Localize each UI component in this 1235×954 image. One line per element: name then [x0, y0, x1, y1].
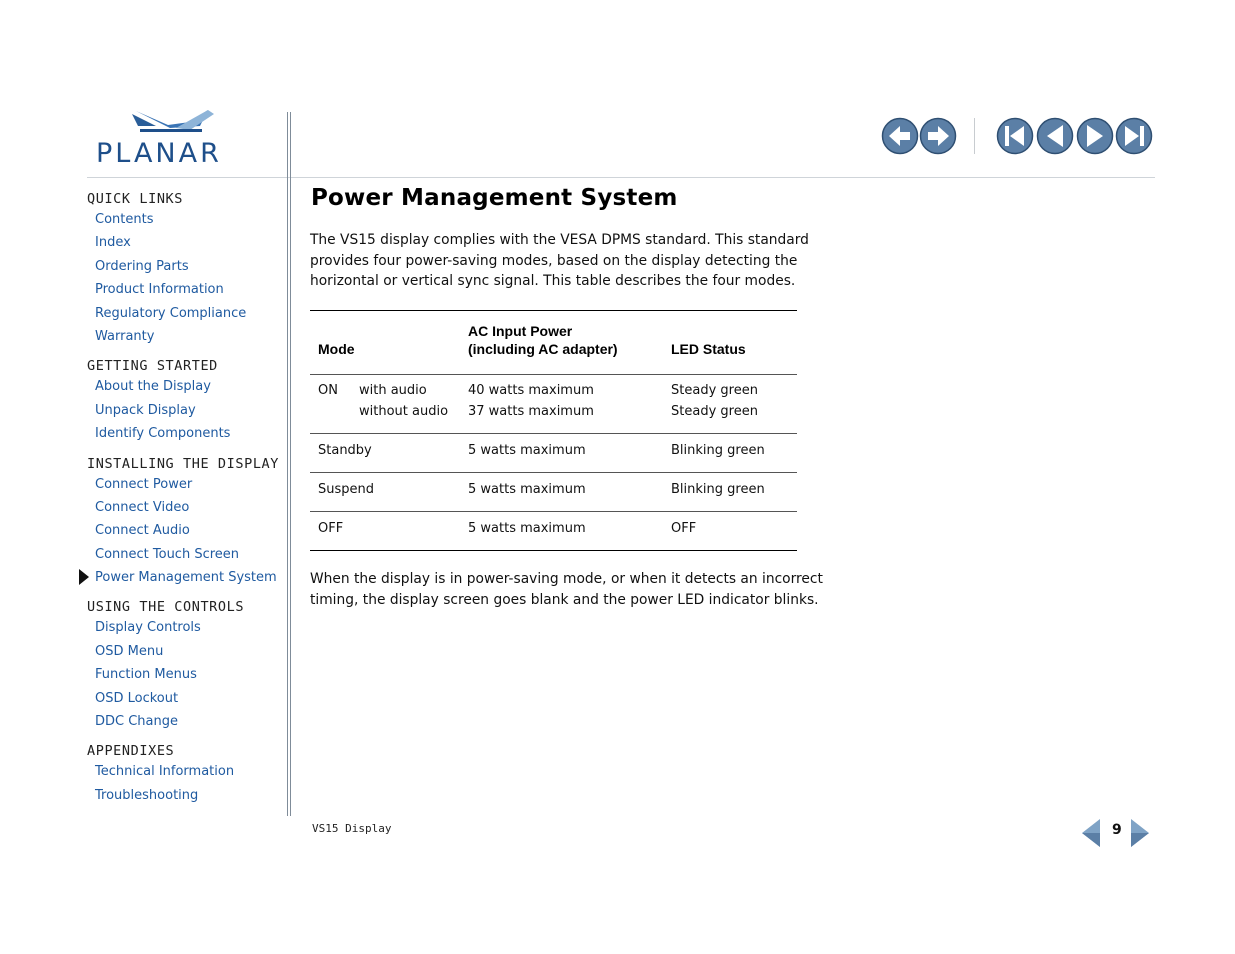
cell-led: Steady green: [671, 404, 758, 419]
section-title: USING THE CONTROLS: [87, 599, 245, 616]
cell-mode: Standby: [318, 443, 372, 458]
closing-paragraph: When the display is in power-saving mode, or when it detects an incorrect timing, the display screen goes blank and the power LED indicator blinks.: [310, 571, 823, 608]
link-contents[interactable]: Contents: [95, 212, 154, 227]
header-power-line1: AC Input Power: [468, 323, 573, 339]
link-power-management-system[interactable]: Power Management System: [87, 566, 287, 589]
previous-page-icon[interactable]: [1036, 117, 1074, 155]
link-index[interactable]: Index: [95, 235, 131, 251]
planar-logo: [96, 108, 248, 169]
header-power-line2: (including AC adapter): [468, 341, 618, 357]
cell-sub-label: without audio: [359, 404, 449, 419]
table-row: [310, 473, 797, 511]
first-page-icon[interactable]: [996, 117, 1034, 155]
header-led: LED Status: [671, 341, 746, 357]
logo-wordmark: PLANAR: [96, 138, 222, 169]
cell-led: OFF: [671, 521, 697, 536]
table-row: [310, 434, 797, 472]
link-regulatory-compliance[interactable]: Regulatory Compliance: [95, 305, 247, 321]
previous-page-arrow-icon[interactable]: [1080, 818, 1102, 848]
link-connect-power[interactable]: Connect Power: [95, 476, 193, 492]
intro-paragraph: The VS15 display complies with the VESA DPMS standard. This standard provides four power-saving modes, based on the display detecting the horizontal or vertical sync signal. This table describes the four modes.: [310, 232, 809, 289]
cell-led: Blinking green: [671, 443, 765, 458]
footer-doc-name: VS15 Display: [312, 822, 392, 835]
cell-power: 5 watts maximum: [468, 443, 586, 458]
forward-icon[interactable]: [919, 117, 957, 155]
link-osd-menu[interactable]: OSD Menu: [95, 643, 164, 659]
link-ddc-change[interactable]: DDC Change: [95, 714, 179, 730]
section-title: APPENDIXES: [87, 743, 175, 760]
link-product-information[interactable]: Product Information: [95, 282, 224, 298]
link-troubleshooting[interactable]: Troubleshooting: [95, 787, 199, 803]
sidebar-divider-inner: [290, 112, 291, 816]
cell-power: 5 watts maximum: [468, 521, 586, 536]
link-connect-touch-screen[interactable]: Connect Touch Screen: [95, 546, 240, 562]
nav-separator: [974, 118, 975, 154]
sidebar-section-using-controls: [87, 598, 287, 733]
link-identify-components[interactable]: Identify Components: [95, 426, 231, 442]
cell-sub-label: with audio: [359, 383, 427, 398]
page-number: 9: [1112, 822, 1122, 838]
sidebar-section-getting-started: [87, 357, 287, 445]
table-header: [310, 311, 797, 374]
logo-mark-icon: [130, 108, 214, 136]
sidebar-divider: [287, 112, 288, 816]
last-page-icon[interactable]: [1115, 117, 1153, 155]
section-title: QUICK LINKS: [87, 191, 184, 207]
cell-power: 5 watts maximum: [468, 482, 586, 497]
next-page-icon[interactable]: [1076, 117, 1114, 155]
cell-led: Blinking green: [671, 482, 765, 497]
section-title: GETTING STARTED: [87, 358, 218, 375]
cell-mode: Suspend: [318, 482, 375, 497]
link-ordering-parts[interactable]: Ordering Parts: [95, 258, 189, 274]
header-mode: Mode: [318, 341, 355, 357]
link-osd-lockout[interactable]: OSD Lockout: [95, 690, 179, 706]
table-row: [310, 375, 797, 433]
link-technical-information[interactable]: Technical Information: [95, 764, 235, 780]
power-modes-table: [310, 310, 797, 551]
sidebar-section-installing: [87, 455, 287, 590]
page-title: Power Management System: [311, 185, 678, 211]
cell-mode: ON: [318, 383, 338, 398]
link-connect-video[interactable]: Connect Video: [95, 499, 190, 515]
cell-power: 37 watts maximum: [468, 404, 594, 419]
link-warranty[interactable]: Warranty: [95, 328, 155, 344]
link-display-controls[interactable]: Display Controls: [95, 620, 201, 636]
sidebar-section-appendixes: [87, 742, 287, 807]
next-page-arrow-icon[interactable]: [1129, 818, 1151, 848]
table-bottom-rule: [310, 550, 797, 551]
sidebar-section-quick-links: [87, 190, 287, 348]
link-connect-audio[interactable]: Connect Audio: [95, 523, 190, 539]
cell-mode: OFF: [318, 521, 344, 536]
cell-led: Steady green: [671, 383, 758, 398]
section-title: INSTALLING THE DISPLAY: [87, 455, 280, 472]
sidebar: [87, 190, 287, 807]
link-about-the-display[interactable]: About the Display: [95, 379, 211, 395]
cell-power: 40 watts maximum: [468, 383, 594, 398]
link-function-menus[interactable]: Function Menus: [95, 667, 197, 683]
back-icon[interactable]: [881, 117, 919, 155]
link-unpack-display[interactable]: Unpack Display: [95, 402, 196, 418]
header-divider: [87, 177, 1155, 178]
table-row: [310, 512, 797, 550]
